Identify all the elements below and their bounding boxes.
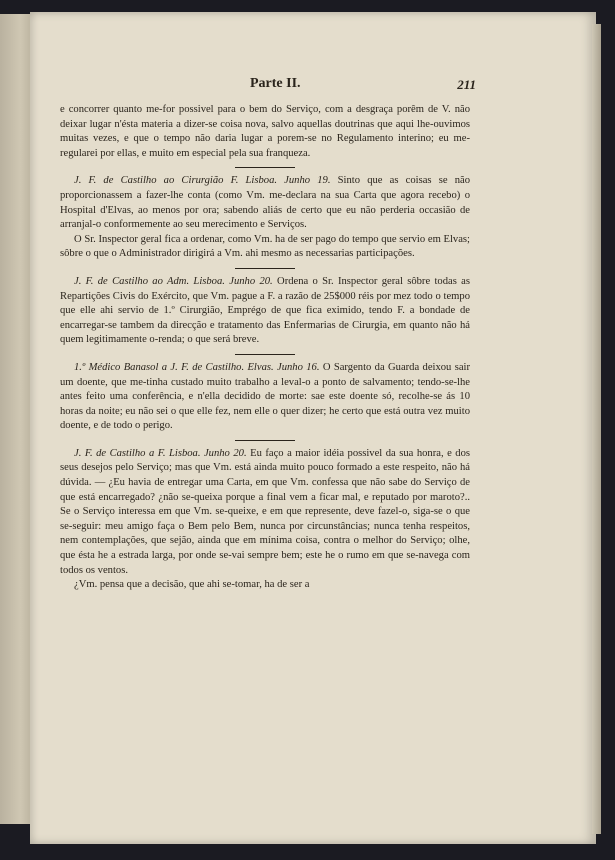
opening-paragraph: e concorrer quanto me-for possivel para o bem do Serviço, com a desgraça porêm de V. não deixar lugar n'ésta materia a dizer-se coisa nova, salvo aquellas doutrinas que aqui lhe-ouvimos muitas vezes, e que o tempo não daria lugar a porem-se no Regulamento interino; eu me-regularei por ellas, e muito em especial pela sua franqueza. (60, 104, 470, 159)
page-number: 211 (457, 77, 476, 92)
letter-text: Ordena o Sr. Inspector geral sôbre todas as Repartições Civis do Exército, que Vm. pague a F. a razão de 25$000 réis por mez todo o tempo que elle ahi servio de 1.º Cirurgião, Emprégo de que fica eximido, tendo F. a bondade de encarregar-se tambem da direcção e tratamento das Enfermarias de Cirurgia, em quanto não há quem legitimamente o-renda; o que será breve. (60, 275, 471, 346)
page-body (60, 103, 470, 593)
section-rule (235, 440, 295, 441)
section-rule (235, 268, 295, 269)
letter-1-paragraph-2: O Sr. Inspector geral fica a ordenar, como Vm. ha de ser pago do tempo que servio em Elvas; sôbre o que o Administrador dirigirá a Vm. ahi mesmo as necessarias participações. (60, 233, 470, 260)
section-rule (235, 167, 295, 168)
letter-2 (60, 275, 470, 348)
running-head (60, 76, 476, 94)
letter-heading: 1.º Médico Banasol a J. F. de Castilho. Elvas. Junho 16. (74, 361, 320, 373)
letter-heading: J. F. de Castilho ao Cirurgião F. Lisboa. Junho 19. (74, 175, 331, 187)
letter-heading: J. F. de Castilho ao Adm. Lisboa. Junho 20. (74, 275, 273, 287)
letter-4 (60, 447, 470, 578)
running-head-title: Parte II. (250, 76, 301, 91)
letter-text: Eu faço a maior idéia possivel da sua honra, e dos seus desejos pelo Serviço; mas que Vm. está ainda muito pouco formado a este respeito, não há dúvida. — ¿Eu havia de entregar uma Carta, em que Vm. confessa que não sabe do Serviço de que está encarregado? ¿não se-queixa porque a final vem a ficar mal, e reputado por maroto?.. Se o Serviço interessa em que Vm. se-queixe, e em que represente, deve fazel-o, siga-se o que se-seguir: meu amigo faça o Bem pelo Bem, nunca por circunstâncias; nunca tenha respeitos, nem contemplações, que sejão, ainda que em mínima coisa, contra o melhor do Serviço; olhe, que ésta he a estrada larga, por onde se-vai sempre bem; este he o rumo em que se-navega com todos os ventos. (60, 447, 470, 576)
section-rule (235, 354, 295, 355)
letter-heading: J. F. de Castilho a F. Lisboa. Junho 20. (74, 447, 247, 459)
letter-1 (60, 174, 470, 232)
letter-text: O Sargento da Guarda deixou sair um doente, que me-tinha custado muito trabalho a leval-o a ponto de salvamento; tendo-se-lhe antes feito uma conferência, e n'ella decidido de morte: sae este doente só, recolhe-se ás 10 horas da noite; eu não sei o que elle fez, nem elle o quer dizer; he certo que está outra vez muito doente, e de todo o perigo. (60, 361, 471, 432)
letter-4-paragraph-2: ¿Vm. pensa que a decisão, que ahi se-tomar, ha de ser a (74, 579, 310, 591)
letter-3 (60, 361, 470, 434)
page-stack-edge (592, 24, 601, 834)
letter-text: Sinto que as coisas se não proporcionassem a fazer-lhe conta (como Vm. me-declara na sua Carta que agora recebo) o Hospital d'Elvas, ao menos por ora; sabendo aliás de certo que eu não perderia occasião de arranjal-o conformemente ao seu merecimento e Serviços. (60, 175, 470, 231)
